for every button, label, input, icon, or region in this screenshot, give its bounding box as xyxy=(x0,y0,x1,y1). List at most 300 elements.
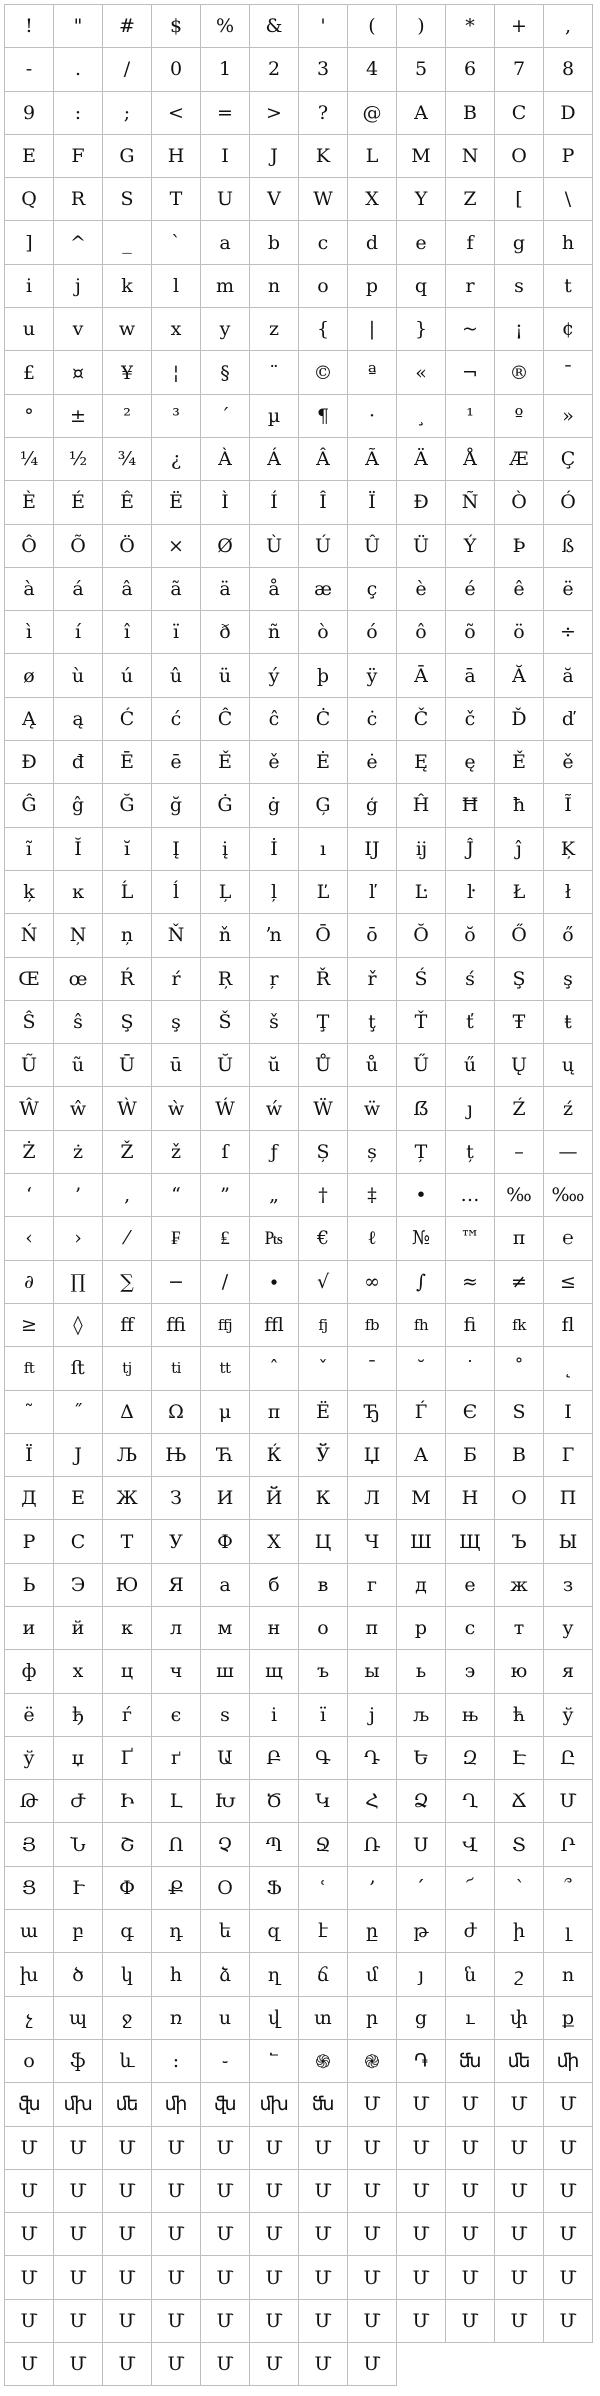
glyph-cell: Մ xyxy=(54,2213,103,2256)
glyph-cell: Л xyxy=(348,1477,397,1520)
glyph-cell: њ xyxy=(446,1694,495,1737)
glyph-cell: ę xyxy=(446,741,495,784)
glyph-cell: : xyxy=(54,92,103,135)
glyph-cell: з xyxy=(544,1564,593,1607)
glyph-cell: ћ xyxy=(495,1694,544,1737)
glyph-cell: ň xyxy=(201,914,250,957)
glyph-cell: c xyxy=(299,221,348,264)
glyph-cell: Ä xyxy=(397,438,446,481)
glyph-cell: ՛ xyxy=(397,1867,446,1910)
glyph-cell: [ xyxy=(495,178,544,221)
glyph-cell: į xyxy=(201,828,250,871)
glyph-cell: § xyxy=(201,351,250,394)
glyph-cell: ј xyxy=(348,1694,397,1737)
glyph-cell: ¢ xyxy=(544,308,593,351)
glyph-cell: Ō xyxy=(299,914,348,957)
glyph-cell: č xyxy=(446,698,495,741)
glyph-cell: ó xyxy=(348,611,397,654)
glyph-cell: ը xyxy=(348,1910,397,1953)
glyph-cell: « xyxy=(397,351,446,394)
glyph-cell: Մ xyxy=(299,2343,348,2386)
glyph-cell: â xyxy=(103,568,152,611)
glyph-cell: Մ xyxy=(5,2300,54,2343)
glyph-cell: Ճ xyxy=(495,1780,544,1823)
glyph-cell: ţ xyxy=(348,1001,397,1044)
glyph-cell: # xyxy=(103,5,152,48)
glyph-cell: ¶ xyxy=(299,395,348,438)
glyph-cell: j xyxy=(54,265,103,308)
glyph-cell: à xyxy=(5,568,54,611)
glyph-cell: Î xyxy=(299,481,348,524)
glyph-cell: õ xyxy=(446,611,495,654)
glyph-cell: Ū xyxy=(103,1044,152,1087)
glyph-cell: Ý xyxy=(446,525,495,568)
glyph-cell: L xyxy=(348,135,397,178)
glyph-cell: Œ xyxy=(5,958,54,1001)
glyph-cell: ð xyxy=(201,611,250,654)
glyph-cell: В xyxy=(495,1434,544,1477)
glyph-cell: գ xyxy=(103,1910,152,1953)
glyph-cell: դ xyxy=(152,1910,201,1953)
glyph-cell: Ẅ xyxy=(299,1087,348,1130)
glyph-cell: ґ xyxy=(152,1737,201,1780)
glyph-cell: Մ xyxy=(250,2256,299,2299)
glyph-cell: с xyxy=(446,1607,495,1650)
glyph-cell: Û xyxy=(348,525,397,568)
glyph-cell: Ľ xyxy=(299,871,348,914)
glyph-cell: Ю xyxy=(103,1564,152,1607)
glyph-cell: Մ xyxy=(348,2213,397,2256)
glyph-cell: Я xyxy=(152,1564,201,1607)
glyph-cell: { xyxy=(299,308,348,351)
glyph-cell: ˝ xyxy=(54,1391,103,1434)
glyph-cell: > xyxy=(250,92,299,135)
glyph-cell: ˇ xyxy=(299,1347,348,1390)
glyph-cell: ™ xyxy=(446,1217,495,1260)
glyph-cell: ﬕ xyxy=(152,2083,201,2126)
glyph-cell: Ê xyxy=(103,481,152,524)
glyph-cell: Ŝ xyxy=(5,1001,54,1044)
glyph-cell: fj xyxy=(299,1304,348,1347)
glyph-cell: Մ xyxy=(446,2083,495,2126)
glyph-cell: щ xyxy=(250,1650,299,1693)
glyph-cell: Ժ xyxy=(54,1780,103,1823)
glyph-cell: Ч xyxy=(348,1520,397,1563)
glyph-cell: Ձ xyxy=(397,1780,446,1823)
glyph-cell: Ĵ xyxy=(446,828,495,871)
glyph-cell: я xyxy=(544,1650,593,1693)
glyph-cell: Մ xyxy=(103,2343,152,2386)
glyph-cell: Ґ xyxy=(103,1737,152,1780)
glyph-cell: — xyxy=(544,1131,593,1174)
glyph-cell: Ě xyxy=(201,741,250,784)
glyph-cell: N xyxy=(446,135,495,178)
glyph-cell: Մ xyxy=(5,2343,54,2386)
glyph-cell: ₣ xyxy=(152,1217,201,1260)
glyph-cell: ċ xyxy=(348,698,397,741)
glyph-cell: ļ xyxy=(250,871,299,914)
glyph-cell: ĭ xyxy=(103,828,152,871)
glyph-cell: Á xyxy=(250,438,299,481)
glyph-cell: ŵ xyxy=(54,1087,103,1130)
glyph-cell: ﬖ xyxy=(201,2083,250,2126)
glyph-cell: Մ xyxy=(544,2170,593,2213)
glyph-grid xyxy=(4,4,593,2386)
glyph-cell: А xyxy=(397,1434,446,1477)
glyph-cell: ¤ xyxy=(54,351,103,394)
glyph-cell: W xyxy=(299,178,348,221)
glyph-cell: ˜ xyxy=(5,1391,54,1434)
glyph-cell: Մ xyxy=(348,2256,397,2299)
glyph-cell: Ж xyxy=(103,1477,152,1520)
glyph-cell: ĸ xyxy=(54,871,103,914)
glyph-cell: չ xyxy=(5,1997,54,2040)
glyph-cell: ĩ xyxy=(5,828,54,871)
glyph-cell: Ġ xyxy=(201,784,250,827)
glyph-cell: F xyxy=(54,135,103,178)
glyph-cell: ж xyxy=(495,1564,544,1607)
glyph-cell: ≥ xyxy=(5,1304,54,1347)
glyph-cell: ò xyxy=(299,611,348,654)
glyph-cell: × xyxy=(152,525,201,568)
glyph-cell: ł xyxy=(544,871,593,914)
glyph-cell: Đ xyxy=(5,741,54,784)
glyph-cell: n xyxy=(250,265,299,308)
glyph-cell: Ā xyxy=(397,654,446,697)
glyph-cell: = xyxy=(201,92,250,135)
glyph-cell: Մ xyxy=(397,2256,446,2299)
glyph-cell: ї xyxy=(299,1694,348,1737)
glyph-cell: ў xyxy=(544,1694,593,1737)
glyph-cell: fk xyxy=(495,1304,544,1347)
glyph-cell: ř xyxy=(348,958,397,1001)
glyph-cell: Q xyxy=(5,178,54,221)
glyph-cell: ć xyxy=(152,698,201,741)
glyph-cell: È xyxy=(5,481,54,524)
glyph-cell: ź xyxy=(544,1087,593,1130)
glyph-cell: ˘ xyxy=(397,1347,446,1390)
glyph-cell: Į xyxy=(152,828,201,871)
glyph-cell: Ð xyxy=(397,481,446,524)
glyph-cell: ÷ xyxy=(544,611,593,654)
glyph-cell: & xyxy=(250,5,299,48)
glyph-cell: Մ xyxy=(103,2300,152,2343)
glyph-cell: Մ xyxy=(54,2300,103,2343)
glyph-cell: ﬅ xyxy=(54,1347,103,1390)
glyph-cell: T xyxy=(152,178,201,221)
glyph-cell: ˉ xyxy=(348,1347,397,1390)
glyph-cell: Է xyxy=(495,1737,544,1780)
glyph-cell: Ј xyxy=(54,1434,103,1477)
glyph-cell: ľ xyxy=(348,871,397,914)
glyph-cell: Ш xyxy=(397,1520,446,1563)
glyph-cell: Æ xyxy=(495,438,544,481)
glyph-cell: ” xyxy=(201,1174,250,1217)
glyph-cell: ş xyxy=(152,1001,201,1044)
glyph-cell: Մ xyxy=(250,2170,299,2213)
glyph-cell: © xyxy=(299,351,348,394)
glyph-cell: đ xyxy=(54,741,103,784)
glyph-cell: № xyxy=(397,1217,446,1260)
glyph-cell: Մ xyxy=(495,2213,544,2256)
glyph-cell: ½ xyxy=(54,438,103,481)
glyph-cell: Ģ xyxy=(299,784,348,827)
glyph-cell: լ xyxy=(544,1910,593,1953)
glyph-cell: ⁄ xyxy=(103,1217,152,1260)
glyph-cell: µ xyxy=(250,395,299,438)
glyph-cell: ₧ xyxy=(250,1217,299,1260)
glyph-cell: Ĩ xyxy=(544,784,593,827)
glyph-cell: Ø xyxy=(201,525,250,568)
glyph-cell: 1 xyxy=(201,48,250,91)
glyph-cell: о xyxy=(299,1607,348,1650)
glyph-cell: ∙ xyxy=(250,1261,299,1304)
glyph-cell: Խ xyxy=(201,1780,250,1823)
glyph-cell: Մ xyxy=(250,2127,299,2170)
glyph-cell: ë xyxy=(544,568,593,611)
glyph-cell: ž xyxy=(152,1131,201,1174)
glyph-cell: J xyxy=(250,135,299,178)
glyph-cell: þ xyxy=(299,654,348,697)
glyph-cell: Մ xyxy=(250,2343,299,2386)
glyph-cell: . xyxy=(54,48,103,91)
glyph-cell: C xyxy=(495,92,544,135)
glyph-cell: Ė xyxy=(299,741,348,784)
glyph-cell: љ xyxy=(397,1694,446,1737)
glyph-cell: Զ xyxy=(446,1737,495,1780)
glyph-cell: í xyxy=(54,611,103,654)
glyph-cell: ш xyxy=(201,1650,250,1693)
glyph-cell: ﬂ xyxy=(544,1304,593,1347)
glyph-cell: ē xyxy=(152,741,201,784)
glyph-cell: ՝ xyxy=(495,1867,544,1910)
glyph-cell: Й xyxy=(250,1477,299,1520)
glyph-cell: Ս xyxy=(397,1823,446,1866)
glyph-cell: ƒ xyxy=(250,1131,299,1174)
glyph-cell: Ѕ xyxy=(495,1391,544,1434)
glyph-cell: Ě xyxy=(495,741,544,784)
glyph-cell: Ï xyxy=(348,481,397,524)
glyph-cell: к xyxy=(103,1607,152,1650)
glyph-cell: 3 xyxy=(299,48,348,91)
glyph-cell: ( xyxy=(348,5,397,48)
glyph-cell: ; xyxy=(103,92,152,135)
glyph-cell: ‘ xyxy=(5,1174,54,1217)
glyph-cell: ě xyxy=(544,741,593,784)
glyph-cell: ֎ xyxy=(348,2040,397,2083)
glyph-cell: ¼ xyxy=(5,438,54,481)
glyph-cell: + xyxy=(495,5,544,48)
glyph-cell: s xyxy=(495,265,544,308)
glyph-cell: ն xyxy=(446,1953,495,1996)
glyph-cell: Մ xyxy=(201,2127,250,2170)
glyph-cell: ã xyxy=(152,568,201,611)
glyph-cell: э xyxy=(446,1650,495,1693)
glyph-cell: ֊ xyxy=(201,2040,250,2083)
glyph-cell: ŀ xyxy=(446,871,495,914)
glyph-cell: џ xyxy=(54,1737,103,1780)
glyph-cell: Մ xyxy=(544,2083,593,2126)
glyph-cell: М xyxy=(397,1477,446,1520)
glyph-cell: ` xyxy=(152,221,201,264)
glyph-cell: è xyxy=(397,568,446,611)
glyph-cell: Ц xyxy=(299,1520,348,1563)
glyph-cell: ’ xyxy=(54,1174,103,1217)
glyph-cell: Ŗ xyxy=(201,958,250,1001)
glyph-cell: Ó xyxy=(544,481,593,524)
glyph-cell: ﬓ xyxy=(446,2040,495,2083)
glyph-cell: л xyxy=(152,1607,201,1650)
glyph-cell: ՟ xyxy=(250,2040,299,2083)
glyph-cell: Ş xyxy=(103,1001,152,1044)
glyph-cell: ŉ xyxy=(250,914,299,957)
glyph-cell: Մ xyxy=(348,2170,397,2213)
glyph-cell: Ф xyxy=(201,1520,250,1563)
glyph-cell: Ĺ xyxy=(103,871,152,914)
glyph-cell: ï xyxy=(152,611,201,654)
glyph-cell: ь xyxy=(397,1650,446,1693)
glyph-cell: € xyxy=(299,1217,348,1260)
glyph-cell: Ա xyxy=(201,1737,250,1780)
glyph-cell: ≈ xyxy=(446,1261,495,1304)
glyph-cell: Հ xyxy=(348,1780,397,1823)
glyph-cell: : xyxy=(152,2040,201,2083)
glyph-cell: ũ xyxy=(54,1044,103,1087)
glyph-cell: հ xyxy=(152,1953,201,1996)
glyph-cell: l xyxy=(152,265,201,308)
glyph-cell: b xyxy=(250,221,299,264)
glyph-cell: ft xyxy=(5,1347,54,1390)
glyph-cell: Մ xyxy=(152,2127,201,2170)
glyph-cell: շ xyxy=(495,1953,544,1996)
glyph-cell: ŭ xyxy=(250,1044,299,1087)
glyph-cell: Մ xyxy=(544,2213,593,2256)
glyph-cell: Č xyxy=(397,698,446,741)
glyph-cell: ū xyxy=(152,1044,201,1087)
glyph-cell: С xyxy=(54,1520,103,1563)
glyph-cell: ы xyxy=(348,1650,397,1693)
glyph-cell: Ք xyxy=(152,1867,201,1910)
glyph-cell: ւ xyxy=(446,1997,495,2040)
glyph-cell: Մ xyxy=(5,2127,54,2170)
glyph-cell: ö xyxy=(495,611,544,654)
glyph-cell: Մ xyxy=(348,2083,397,2126)
glyph-cell: Մ xyxy=(544,2256,593,2299)
glyph-cell: ) xyxy=(397,5,446,48)
glyph-cell: " xyxy=(54,5,103,48)
glyph-cell: ո xyxy=(544,1953,593,1996)
glyph-cell: ֍ xyxy=(299,2040,348,2083)
glyph-cell: Ն xyxy=(54,1823,103,1866)
glyph-cell: Մ xyxy=(299,2213,348,2256)
glyph-cell: 0 xyxy=(152,48,201,91)
glyph-cell: ñ xyxy=(250,611,299,654)
glyph-cell: £ xyxy=(5,351,54,394)
glyph-cell: » xyxy=(544,395,593,438)
glyph-cell: ժ xyxy=(446,1910,495,1953)
glyph-cell: } xyxy=(397,308,446,351)
glyph-cell: ą xyxy=(54,698,103,741)
glyph-cell: ° xyxy=(5,395,54,438)
glyph-cell: ų xyxy=(544,1044,593,1087)
glyph-cell: и xyxy=(5,1607,54,1650)
glyph-cell: Ռ xyxy=(348,1823,397,1866)
glyph-cell: Д xyxy=(5,1477,54,1520)
glyph-cell: ՙ xyxy=(299,1867,348,1910)
glyph-cell: ~ xyxy=(446,308,495,351)
glyph-cell: Ċ xyxy=(299,698,348,741)
glyph-cell: P xyxy=(544,135,593,178)
glyph-cell: • xyxy=(397,1174,446,1217)
glyph-cell: š xyxy=(250,1001,299,1044)
glyph-cell: r xyxy=(446,265,495,308)
glyph-cell: Ŀ xyxy=(397,871,446,914)
glyph-cell: և xyxy=(103,2040,152,2083)
glyph-cell: Ї xyxy=(5,1434,54,1477)
glyph-cell: Џ xyxy=(348,1434,397,1477)
glyph-cell: Ű xyxy=(397,1044,446,1087)
glyph-cell: ∑ xyxy=(103,1261,152,1304)
glyph-cell: ĳ xyxy=(397,828,446,871)
glyph-cell: Տ xyxy=(495,1823,544,1866)
glyph-cell: ‹ xyxy=(5,1217,54,1260)
glyph-cell: բ xyxy=(54,1910,103,1953)
glyph-cell: ծ xyxy=(54,1953,103,1996)
glyph-cell: † xyxy=(299,1174,348,1217)
glyph-cell: Ķ xyxy=(544,828,593,871)
glyph-cell: á xyxy=(54,568,103,611)
glyph-cell: ȷ xyxy=(446,1087,495,1130)
glyph-cell: y xyxy=(201,308,250,351)
glyph-cell: ħ xyxy=(495,784,544,827)
glyph-cell: Ù xyxy=(250,525,299,568)
glyph-cell: ջ xyxy=(103,1997,152,2040)
glyph-cell: ĉ xyxy=(250,698,299,741)
glyph-cell: օ xyxy=(5,2040,54,2083)
glyph-cell: ġ xyxy=(250,784,299,827)
glyph-cell: т xyxy=(495,1607,544,1650)
glyph-cell: յ xyxy=(397,1953,446,1996)
glyph-cell: Մ xyxy=(348,2343,397,2386)
glyph-cell: ﬄ xyxy=(250,1304,299,1347)
glyph-cell: ՞ xyxy=(544,1867,593,1910)
glyph-cell: Մ xyxy=(54,2170,103,2213)
glyph-cell: Մ xyxy=(495,2170,544,2213)
glyph-cell: Մ xyxy=(103,2170,152,2213)
glyph-cell: ẃ xyxy=(250,1087,299,1130)
glyph-cell: Մ xyxy=(201,2343,250,2386)
glyph-cell: З xyxy=(152,1477,201,1520)
glyph-cell: v xyxy=(54,308,103,351)
glyph-cell: Ŧ xyxy=(495,1001,544,1044)
glyph-cell: m xyxy=(201,265,250,308)
glyph-cell: | xyxy=(348,308,397,351)
glyph-cell: f xyxy=(446,221,495,264)
glyph-cell: 9 xyxy=(5,92,54,135)
glyph-cell: Մ xyxy=(495,2083,544,2126)
glyph-cell: Ũ xyxy=(5,1044,54,1087)
glyph-cell: I xyxy=(201,135,250,178)
glyph-cell: 5 xyxy=(397,48,446,91)
glyph-cell: H xyxy=(152,135,201,178)
glyph-cell: р xyxy=(397,1607,446,1650)
glyph-cell: „ xyxy=(250,1174,299,1217)
glyph-cell: * xyxy=(446,5,495,48)
glyph-cell: Ē xyxy=(103,741,152,784)
glyph-cell: Ы xyxy=(544,1520,593,1563)
glyph-cell: ø xyxy=(5,654,54,697)
glyph-cell: ě xyxy=(250,741,299,784)
